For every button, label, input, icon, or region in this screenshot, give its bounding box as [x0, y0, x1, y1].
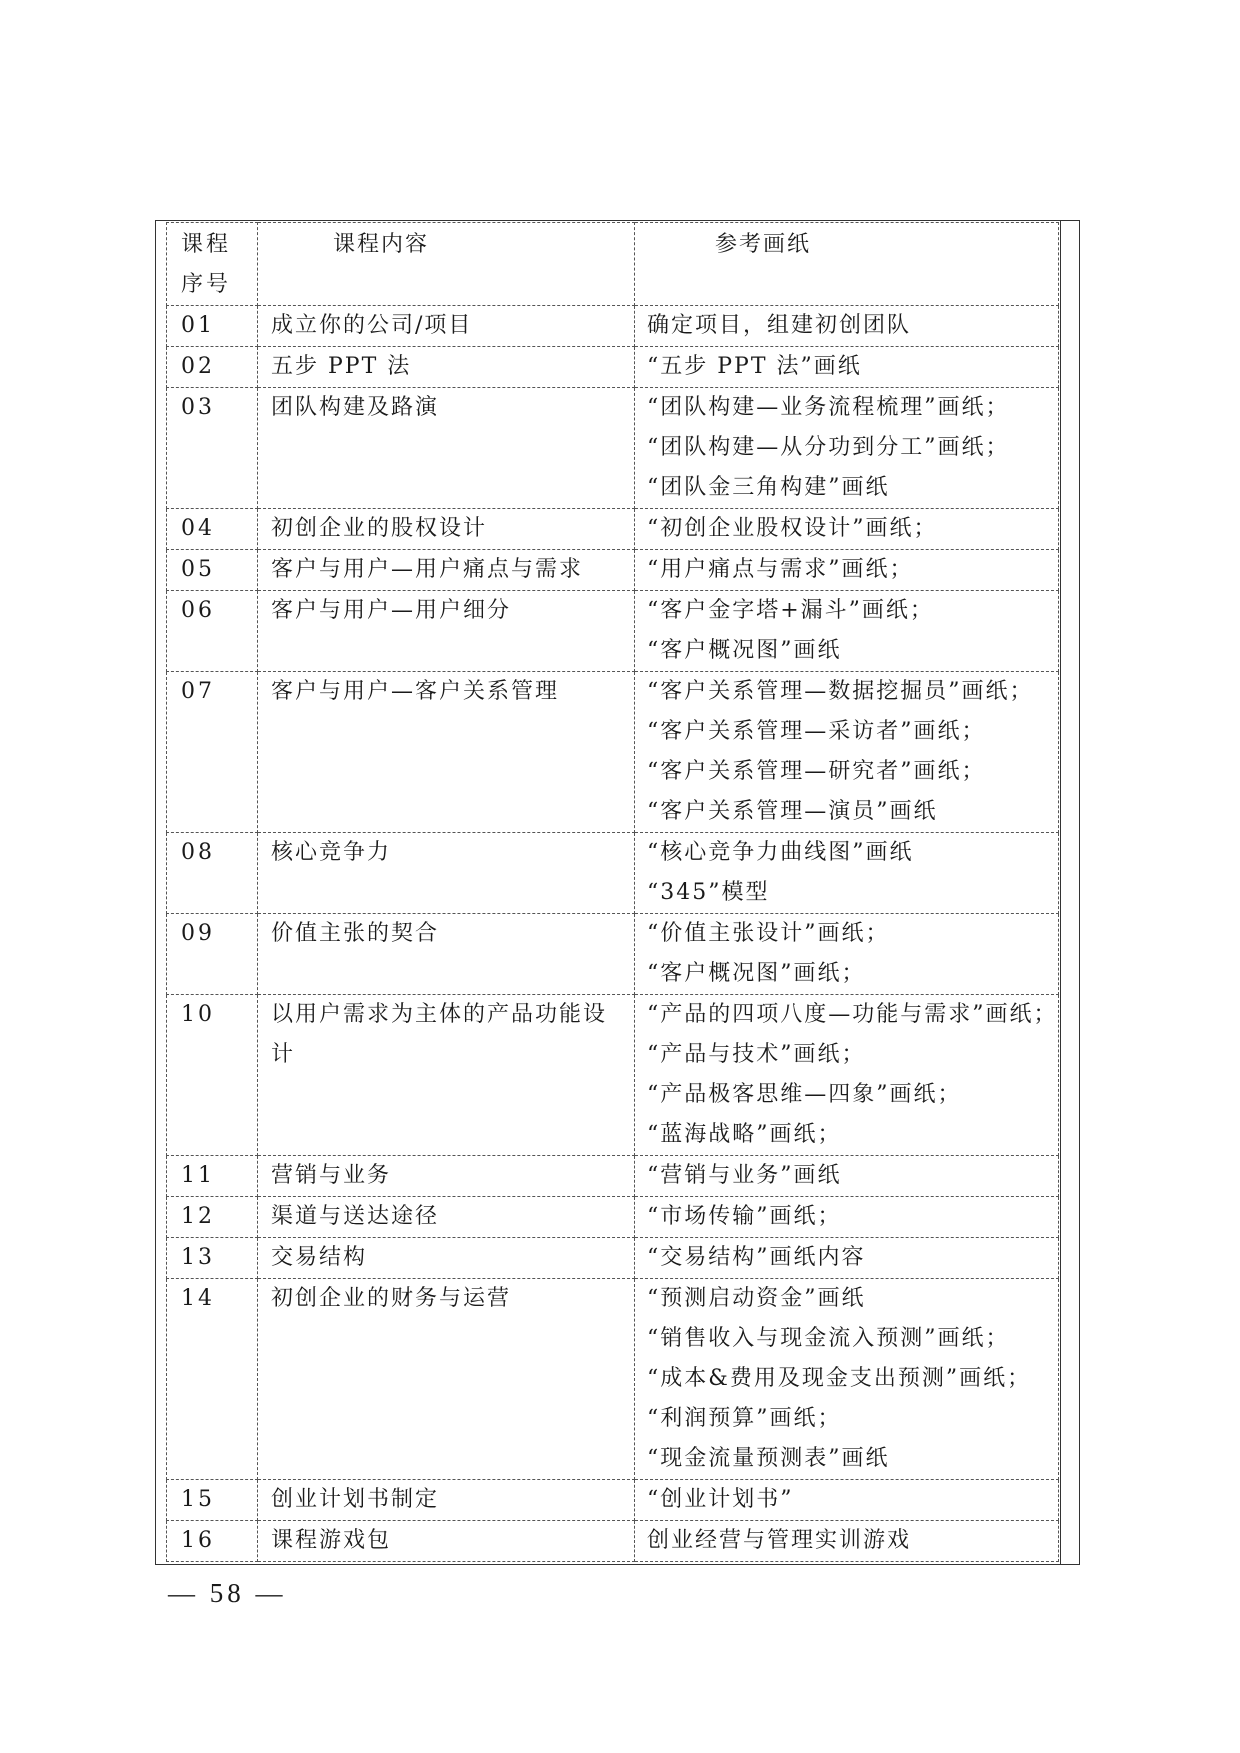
course-content: 课程游戏包	[258, 1521, 635, 1562]
course-number: 03	[167, 388, 258, 509]
header-reference-sheet	[635, 223, 1059, 306]
reference-sheet-item: “核心竞争力曲线图”画纸	[647, 840, 914, 865]
reference-sheet-item: “预测启动资金”画纸	[647, 1286, 866, 1311]
table-header-row	[167, 223, 1059, 306]
reference-sheet-item: “团队构建—从分功到分工”画纸；	[647, 435, 1010, 460]
course-number: 05	[167, 550, 258, 591]
reference-sheet-item: “利润预算”画纸；	[647, 1406, 842, 1431]
course-content: 价值主张的契合	[258, 914, 635, 995]
table-row	[167, 1279, 1059, 1480]
course-content: 客户与用户—用户痛点与需求	[258, 550, 635, 591]
reference-sheets	[635, 995, 1059, 1156]
course-number: 02	[167, 347, 258, 388]
table-row	[167, 550, 1059, 591]
reference-sheet-item: “客户关系管理—数据挖掘员”画纸；	[647, 679, 1034, 704]
course-number: 01	[167, 306, 258, 347]
course-table	[166, 222, 1059, 1562]
course-content: 团队构建及路演	[258, 388, 635, 509]
course-number: 11	[167, 1156, 258, 1197]
reference-sheet-item: “团队构建—业务流程梳理”画纸；	[647, 395, 1010, 420]
reference-sheet-item: “客户概况图”画纸	[647, 638, 842, 663]
table-row	[167, 591, 1059, 672]
reference-sheet-item: “客户关系管理—研究者”画纸；	[647, 759, 986, 784]
reference-sheet-item: “交易结构”画纸内容	[647, 1245, 866, 1270]
reference-sheet-item: “销售收入与现金流入预测”画纸；	[647, 1326, 1010, 1351]
course-content: 渠道与送达途径	[258, 1197, 635, 1238]
table-row	[167, 672, 1059, 833]
reference-sheet-item: “客户概况图”画纸；	[647, 961, 866, 986]
table-row	[167, 1238, 1059, 1279]
course-content: 初创企业的财务与运营	[258, 1279, 635, 1480]
header-course-content	[258, 223, 635, 306]
course-content: 初创企业的股权设计	[258, 509, 635, 550]
frame-rule	[1060, 220, 1061, 1565]
reference-sheets	[635, 509, 1059, 550]
reference-sheet-item: “成本&费用及现金支出预测”画纸；	[647, 1366, 1032, 1391]
reference-sheets	[635, 1156, 1059, 1197]
table-row	[167, 1156, 1059, 1197]
reference-sheet-item: “初创企业股权设计”画纸；	[647, 516, 938, 541]
table-row	[167, 833, 1059, 914]
table-row	[167, 1480, 1059, 1521]
course-content: 创业计划书制定	[258, 1480, 635, 1521]
course-number: 06	[167, 591, 258, 672]
reference-sheet-item: “价值主张设计”画纸；	[647, 921, 890, 946]
course-content: 以用户需求为主体的产品功能设计	[258, 995, 635, 1156]
reference-sheet-item: “营销与业务”画纸	[647, 1163, 842, 1188]
reference-sheet-item: “现金流量预测表”画纸	[647, 1446, 890, 1471]
course-number: 12	[167, 1197, 258, 1238]
header-reference-sheet-label: 参考画纸	[715, 232, 812, 257]
reference-sheets	[635, 833, 1059, 914]
table-row	[167, 1521, 1059, 1562]
header-course-content-label: 课程内容	[333, 232, 430, 257]
reference-sheets	[635, 1521, 1059, 1562]
reference-sheet-item: “蓝海战略”画纸；	[647, 1122, 842, 1147]
reference-sheet-item: “产品极客思维—四象”画纸；	[647, 1082, 962, 1107]
reference-sheet-item: “产品与技术”画纸；	[647, 1042, 866, 1067]
table-row	[167, 1197, 1059, 1238]
course-content: 五步 PPT 法	[258, 347, 635, 388]
course-number: 16	[167, 1521, 258, 1562]
reference-sheets	[635, 914, 1059, 995]
reference-sheets	[635, 591, 1059, 672]
reference-sheets	[635, 672, 1059, 833]
course-number: 09	[167, 914, 258, 995]
course-content: 交易结构	[258, 1238, 635, 1279]
course-number: 14	[167, 1279, 258, 1480]
reference-sheet-item: “客户金字塔+漏斗”画纸；	[647, 598, 934, 623]
reference-sheet-item: “345”模型	[647, 880, 770, 905]
course-number: 08	[167, 833, 258, 914]
reference-sheet-item: 确定项目，组建初创团队	[647, 313, 912, 338]
reference-sheets	[635, 1197, 1059, 1238]
course-number: 10	[167, 995, 258, 1156]
course-content: 客户与用户—客户关系管理	[258, 672, 635, 833]
reference-sheet-item: “客户关系管理—演员”画纸	[647, 799, 938, 824]
course-content: 客户与用户—用户细分	[258, 591, 635, 672]
header-course-number	[167, 223, 258, 306]
reference-sheets	[635, 347, 1059, 388]
course-content: 核心竞争力	[258, 833, 635, 914]
reference-sheet-item: “市场传输”画纸；	[647, 1204, 842, 1229]
reference-sheets	[635, 306, 1059, 347]
course-number: 07	[167, 672, 258, 833]
reference-sheet-item: “客户关系管理—采访者”画纸；	[647, 719, 986, 744]
reference-sheets	[635, 1279, 1059, 1480]
reference-sheet-item: “产品的四项八度—功能与需求”画纸；	[647, 1002, 1058, 1027]
course-content: 营销与业务	[258, 1156, 635, 1197]
reference-sheet-item: “团队金三角构建”画纸	[647, 475, 890, 500]
table-row	[167, 914, 1059, 995]
reference-sheets	[635, 388, 1059, 509]
table-row	[167, 306, 1059, 347]
table-row	[167, 509, 1059, 550]
course-content: 成立你的公司/项目	[258, 306, 635, 347]
table-row	[167, 388, 1059, 509]
header-course-number-line: 课程	[181, 232, 232, 257]
header-course-number-line: 序号	[181, 272, 232, 297]
table-row	[167, 995, 1059, 1156]
course-number: 15	[167, 1480, 258, 1521]
course-number: 04	[167, 509, 258, 550]
course-number: 13	[167, 1238, 258, 1279]
reference-sheet-item: 创业经营与管理实训游戏	[647, 1528, 912, 1553]
reference-sheet-item: “用户痛点与需求”画纸；	[647, 557, 914, 582]
reference-sheet-item: “五步 PPT 法”画纸	[647, 354, 862, 379]
page-number: — 58 —	[168, 1578, 287, 1608]
reference-sheets	[635, 550, 1059, 591]
course-table-body	[167, 223, 1059, 1562]
reference-sheets	[635, 1480, 1059, 1521]
table-row	[167, 347, 1059, 388]
reference-sheet-item: “创业计划书”	[647, 1487, 794, 1512]
reference-sheets	[635, 1238, 1059, 1279]
